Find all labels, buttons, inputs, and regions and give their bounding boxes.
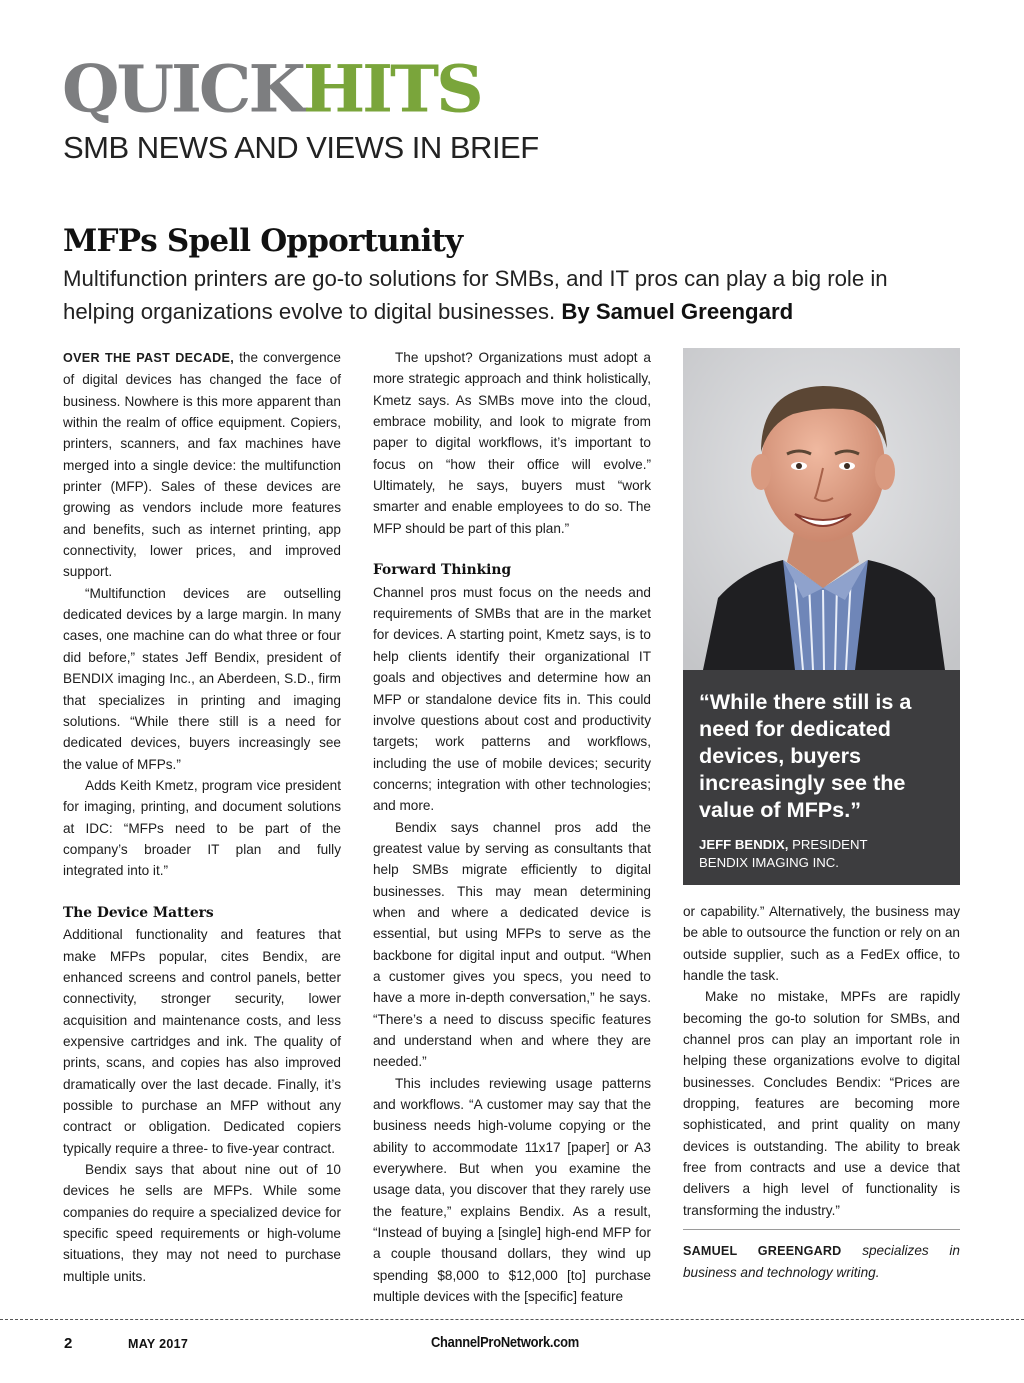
brand-hits: HITS [302,50,481,128]
brand-quick: QUICK [62,50,303,128]
attribution-role: PRESIDENT [788,837,868,852]
article-column-3 [683,901,960,1221]
article-byline: By Samuel Greengard [561,299,794,324]
footer-divider [0,1319,1024,1320]
pull-quote: “While there still is a need for dedicated devices, buyers increasingly see the value of MFPs.” [699,689,912,822]
lead-in: OVER THE PAST DECADE, [63,351,235,365]
paragraph: “Multifunction devices are outselling dedicated devices by a large margin. In many cases, one machine can do what three or four did before,” states Jeff Bendix, president of BENDIX imaging Inc., an Aberdeen, S.D., firm that specializes in printing and imaging solutions. “While there still is a need for dedicated devices, buyers increasingly see the value of MFPs.” [63,585,341,772]
section-brand [62,51,481,127]
deck-text: Multifunction printers are go-to solutions for SMBs, and IT pros can play a big role in helping organizations evolve to digital businesses. [63,266,888,324]
paragraph: Additional functionality and features that make MFPs popular, cites Bendix, are enhanced screens and control panels, better connectivity, stronger security, lower acquisition and maintenance costs, and less expensive cartridges and ink. The quality of prints, scans, and copies has also improved dramatically over the last decade. Finally, it’s possible to purchase an MFP without any contract or obligation. Dedicated copiers typically require a three- to five-year contract. [63,927,341,1156]
paragraph [63,347,341,583]
article-deck [63,262,963,328]
paragraph-text: the convergence of digital devices has changed the face of business. Nowhere is this more apparent than within the realm of office equipment. Copiers, printers, scanners, and fax machines have merged into a single device: the multifunction printer (MFP). Sales of these devices are growing as vendors include more features and benefits, such as internet printing, app connectivity, lower prices, and improved support. [63,350,341,580]
paragraph: The upshot? Organizations must adopt a more strategic approach and think holistically, Kmetz says. As SMBs move into the cloud, embrace mobility, and look to migrate from paper to digital workflows, it’s important to focus on “how their office will evolve.” Ultimately, he says, buyers must “work smarter and enable employees to do so. The MFP should be part of this plan.” [373,350,651,536]
article-column-1 [63,347,341,1287]
paragraph: Channel pros must focus on the needs and requirements of SMBs that are in the market for devices. A starting point, Kmetz says, is to help clients identify their organizational IT goals and objectives and determine how an MFP or standalone device fits in. This could involve questions about cost and productivity targets; work patterns and workflows, including the use of mobile devices; security concerns; integration with other technologies; and more. [373,584,651,814]
subheading-device-matters: The Device Matters [63,904,214,921]
paragraph: Adds Keith Kmetz, program vice president for imaging, printing, and document solutions at IDC: “MFPs need to be part of the company’s broader IT plan and fully integrated into it.” [63,777,341,879]
attribution-name: JEFF BENDIX, [699,837,789,852]
author-bio [683,1240,960,1284]
paragraph: This includes reviewing usage patterns and workflows. “A customer may say that the business needs high-volume copying or the ability to accommodate 11x17 [paper] or A3 everywhere. But when you examine the usage data, you discover that they rarely use the feature,” explains Bendix. As a result, “Instead of buying a [single] high-end MFP for a couple thousand dollars, they wind up spending $8,000 to $12,000 [to] purchase multiple devices with the [specific] feature [373,1075,651,1305]
pull-quote-box [683,670,960,885]
author-bio-text: specializes in business and technology writing. [683,1243,960,1281]
paragraph: or capability.” Alternatively, the business may be able to outsource the function or rely on an outside supplier, such as a FedEx office, to handle the task. [683,904,960,984]
article-title: MFPs Spell Opportunity [63,223,463,259]
pull-quote-attribution [699,836,949,872]
author-name: SAMUEL GREENGARD [683,1244,842,1258]
portrait-illustration [683,348,960,670]
subheading-forward-thinking: Forward Thinking [373,562,512,579]
section-subtitle: SMB NEWS AND VIEWS IN BRIEF [63,130,539,165]
article-column-2 [373,347,651,1307]
author-divider [683,1229,960,1230]
site-url: ChannelProNetwork.com [431,1334,579,1351]
page-number: 2 [64,1335,73,1352]
attribution-company: BENDIX IMAGING INC. [699,855,839,870]
paragraph: Bendix says that about nine out of 10 devices he sells are MFPs. While some companies do require a specialized device for specific speed requirements or high-volume situations, they may not need to purchase multiple units. [63,1162,341,1284]
paragraph: Bendix says channel pros add the greatest value by serving as consultants that help SMBs migrate efficiently to digital businesses. This may mean determining when and where a dedicated device is essential, but using MFPs to serve as the backbone for digital input and output. “When a customer gives you specs, you need to have a more in-depth conversation,” he says. “There’s a need to discuss specific features and understand when and where they are needed.” [373,819,651,1070]
paragraph: Make no mistake, MPFs are rapidly becoming the go-to solution for SMBs, and channel pros can play an important role in helping these organizations evolve to digital businesses. Concludes Bendix: “Prices are dropping, features are becoming more sophisticated, and print quality on many devices is outstanding. The ability to break free from contracts and use a device that delivers a high level of functionality is transforming the industry.” [683,989,960,1218]
portrait-photo [683,348,960,670]
issue-date: MAY 2017 [128,1337,189,1351]
